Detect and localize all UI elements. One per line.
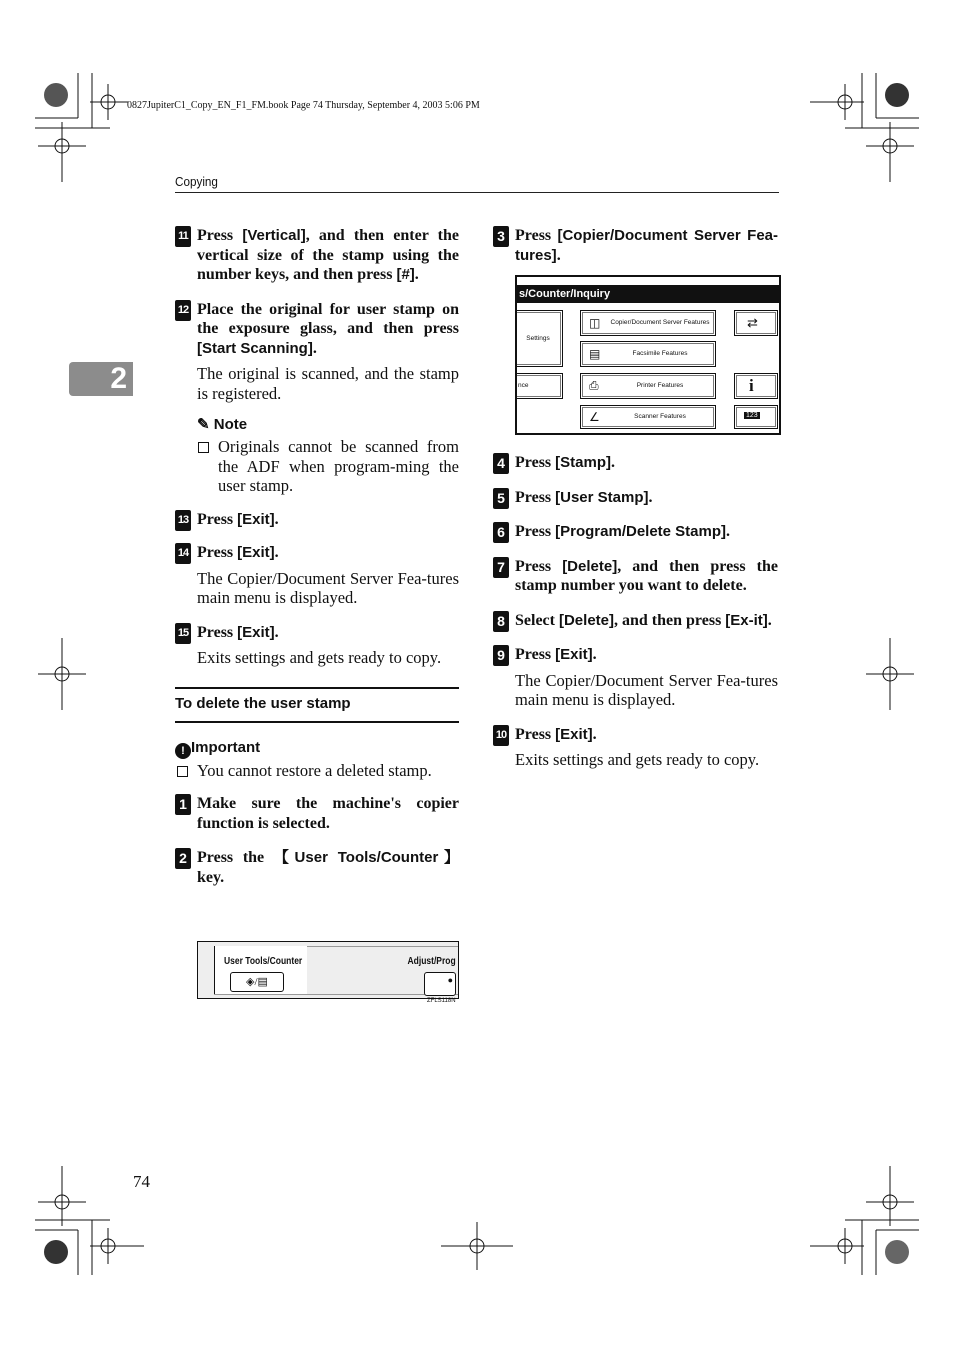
step-number: 13 (175, 510, 191, 531)
counter-icon: 123 (746, 412, 758, 419)
key-user-tools-counter: 【User Tools/Counter】 (273, 849, 460, 866)
key-exit: [Exit] (237, 623, 275, 641)
info-icon: i (749, 376, 754, 395)
step-number: 2 (175, 848, 191, 869)
facsimile-features-button[interactable]: ▤ Facsimile Features (580, 341, 716, 367)
step-12-body: The original is scanned, and the stamp is registered. (197, 364, 459, 403)
step-number: 3 (493, 226, 509, 247)
step-number: 11 (175, 226, 191, 247)
note-heading: ✎ Note (197, 416, 248, 433)
right-column-top (493, 226, 778, 265)
step-number: 9 (493, 645, 509, 666)
step-number: 14 (175, 543, 191, 564)
step-10-body: Exits settings and gets ready to copy. (515, 750, 760, 769)
counter-button[interactable] (734, 405, 778, 429)
language-icon: ⇄ (747, 315, 758, 330)
step-number: 10 (493, 725, 509, 746)
adjust-prog-label: Adjust/Prog (407, 956, 456, 967)
maintenance-button[interactable]: nce (515, 373, 563, 399)
step-1: 1 Make sure the machine's copier function is selected. (175, 794, 459, 833)
step-number: 4 (493, 453, 509, 474)
user-tools-icon: ◈/▤ (246, 976, 268, 988)
file-header: 0827JupiterC1_Copy_EN_F1_FM.book Page 74 Thursday, September 4, 2003 5:06 PM (127, 100, 480, 111)
language-button[interactable] (734, 310, 778, 336)
step-15-body: Exits settings and gets ready to copy. (197, 648, 442, 667)
right-column-bottom (493, 453, 778, 770)
running-head: Copying (175, 174, 218, 189)
key-exit: [Ex-it] (725, 611, 768, 629)
figure-code: ZFLS118N (427, 998, 456, 1004)
step-7: 7 Press [Delete], and then press the stamp number you want to delete. (493, 557, 778, 596)
step-number: 12 (175, 300, 191, 321)
page-number: 74 (133, 1172, 150, 1191)
inquiry-button[interactable] (734, 373, 778, 399)
step-number: 7 (493, 557, 509, 578)
screen-illustration (515, 275, 781, 435)
key-program-delete-stamp: [Program/Delete Stamp] (555, 523, 727, 540)
key-exit: [Exit] (555, 646, 593, 663)
step-11: 11 Press [Vertical], and then enter the vertical size of the stamp using the number keys, and then press [#]. (175, 226, 459, 285)
step-6: 6 Press [Program/Delete Stamp]. (493, 522, 778, 542)
key-delete: [Delete] (558, 611, 614, 629)
important-heading: ! Important (175, 739, 459, 759)
key-exit: [Exit] (237, 510, 275, 528)
key-exit: [Exit] (555, 725, 593, 743)
chapter-number: 2 (110, 362, 127, 395)
step-number: 1 (175, 794, 191, 815)
system-settings-button[interactable]: Settings (515, 310, 563, 367)
step-number: 15 (175, 623, 191, 644)
checkbox-bullet-icon (177, 766, 188, 777)
copier-features-button[interactable]: ◫ Copier/Document Server Features (580, 310, 716, 336)
important-item: You cannot restore a deleted stamp. (175, 761, 459, 781)
key-delete: [Delete] (562, 557, 618, 575)
key-stamp: [Stamp] (555, 454, 611, 471)
step-15: 15 Press [Exit]. (175, 623, 459, 643)
adjust-prog-key[interactable] (424, 972, 456, 996)
step-8: 8 Select [Delete], and then press [Ex-it]. (493, 611, 778, 631)
pencil-icon: ✎ (197, 416, 210, 433)
step-10: 10 Press [Exit]. (493, 725, 778, 745)
step-3: 3 Press [Copier/Document Server Fea-tures]. (493, 226, 778, 265)
step-number: 8 (493, 611, 509, 632)
key-user-stamp: [User Stamp] (555, 488, 649, 506)
step-14: 14 Press [Exit]. (175, 543, 459, 563)
step-12: 12 Place the original for user stamp on the exposure glass, and then press [Start Scanning]. (175, 300, 459, 359)
left-column (175, 226, 459, 887)
chapter-tab (69, 362, 133, 396)
key-start-scanning: [Start Scanning] (197, 339, 313, 357)
step-9-body: The Copier/Document Server Fea-tures main menu is displayed. (515, 670, 778, 709)
important-icon: ! (175, 743, 191, 759)
control-panel-illustration (197, 941, 459, 999)
copier-icon: ◫ (589, 316, 601, 330)
key-vertical: [Vertical] (242, 227, 306, 244)
key-copier-document-server-features: [Copier/Document Server Fea-tures] (515, 227, 779, 264)
step-4: 4 Press [Stamp]. (493, 453, 778, 473)
user-tools-label: User Tools/Counter (224, 956, 303, 967)
fax-icon: ▤ (589, 347, 601, 361)
step-2: 2 Press the 【User Tools/Counter】 key. (175, 848, 459, 887)
key-exit: [Exit] (237, 544, 275, 561)
step-number: 6 (493, 522, 509, 543)
scanner-features-button[interactable]: ∠ Scanner Features (580, 405, 716, 429)
user-tools-counter-key[interactable] (230, 972, 284, 992)
key-hash: [#] (396, 266, 415, 283)
printer-icon: ⎙ (589, 378, 599, 393)
adjust-icon: ● (447, 975, 453, 985)
step-5: 5 Press [User Stamp]. (493, 488, 778, 508)
header-rule (175, 192, 779, 193)
screen-title-bar: s/Counter/Inquiry (517, 285, 781, 303)
step-14-body: The Copier/Document Server Fea-tures main menu is displayed. (197, 568, 459, 607)
step-13: 13 Press [Exit]. (175, 510, 459, 530)
section-heading: To delete the user stamp (175, 687, 459, 723)
note-item: Originals cannot be scanned from the ADF when program-ming the user stamp. (175, 437, 459, 496)
scanner-icon: ∠ (589, 410, 600, 424)
checkbox-bullet-icon (198, 442, 209, 453)
step-number: 5 (493, 488, 509, 509)
printer-features-button[interactable]: ⎙ Printer Features (580, 373, 716, 399)
divider (214, 994, 458, 995)
step-9: 9 Press [Exit]. (493, 645, 778, 665)
